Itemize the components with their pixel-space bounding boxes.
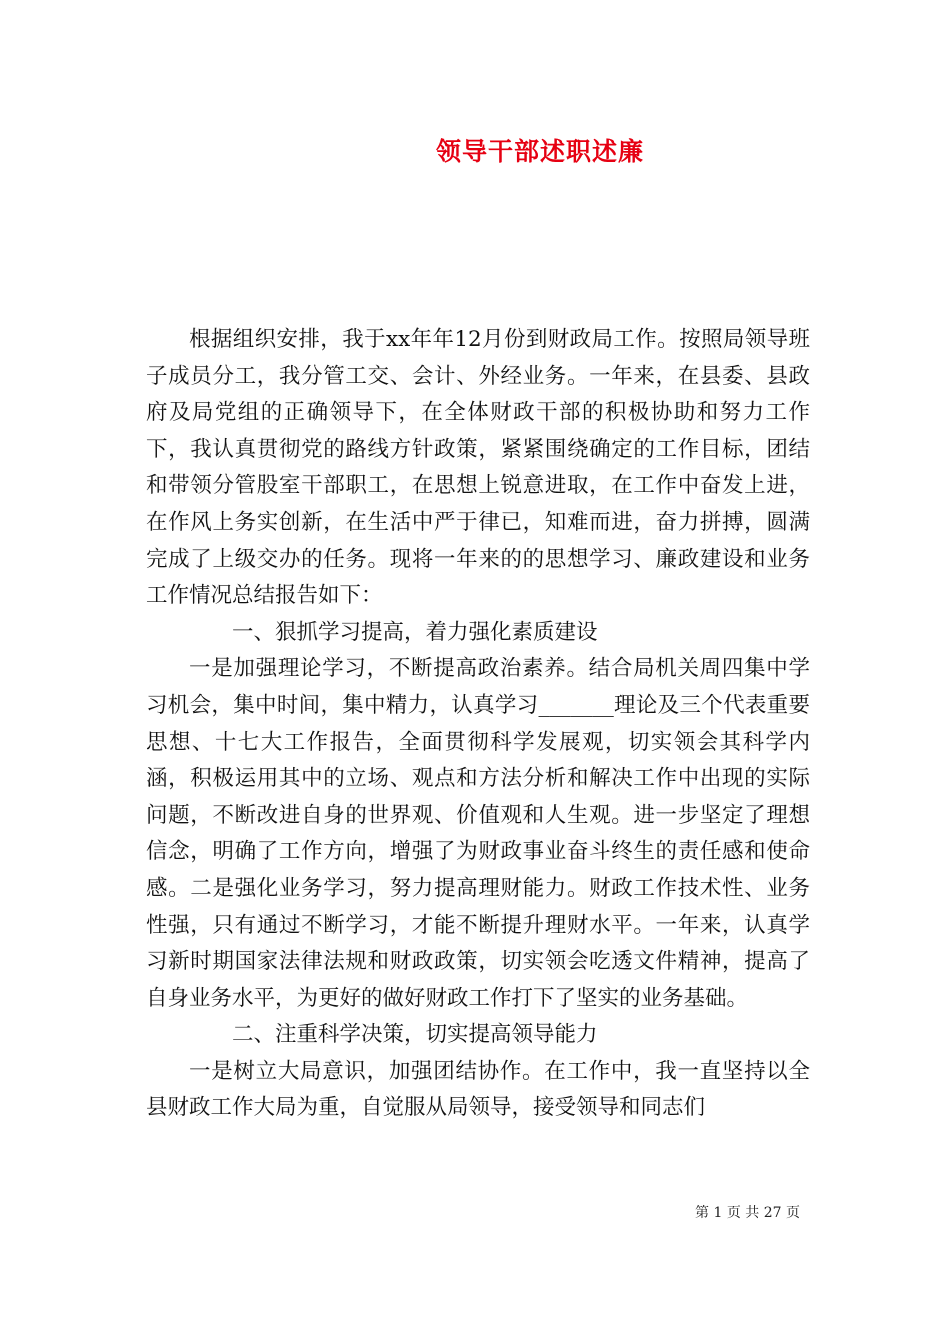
document-title: 领导干部述职述廉 [435,137,644,166]
paragraph-leadership: 一是树立大局意识，加强团结协作。在工作中，我一直坚持以全县财政工作大局为重，自觉服从局领导，接受领导和同志们 [146,1058,810,1121]
paragraph-intro: 根据组织安排，我于xx年年12月份到财政局工作。按照局领导班子成员分工，我分管工交、会计、外经业务。一年来，在县委、县政府及局党组的正确领导下，在全体财政干部的积极协助和努力工作下，我认真贯彻党的路线方针政策，紧紧围绕确定的工作目标，团结和带领分管股室干部职工，在思想上锐意进取，在工作中奋发上进，在作风上务实创新，在生活中严于律已，知难而进，奋力拼搏，圆满完成了上级交办的任务。现将一年来的的思想学习、廉政建设和业务工作情况总结报告如下： [146,327,810,609]
page-number-footer: 第 1 页 共 27 页 [695,1205,800,1221]
section-heading-2: 二、注重科学决策，切实提高领导能力 [232,1022,598,1048]
paragraph-study: 一是加强理论学习，不断提高政治素养。结合局机关周四集中学习机会，集中时间，集中精力，认真学习_______理论及三个代表重要思想、十七大工作报告，全面贯彻科学发展观，切实领会其科学内涵，积极运用其中的立场、观点和方法分析和解决工作中出现的实际问题，不断改进自身的世界观、价值观和人生观。进一步坚定了理想信念，明确了工作方向，增强了为财政事业奋斗终生的责任感和使命感。二是强化业务学习，努力提高理财能力。财政工作技术性、业务性强，只有通过不断学习，才能不断提升理财水平。一年来，认真学习新时期国家法律法规和财政政策，切实领会吃透文件精神，提高了自身业务水平，为更好的做好财政工作打下了坚实的业务基础。 [146,656,810,1011]
section-heading-1: 一、狠抓学习提高，着力强化素质建设 [232,619,598,645]
document-body [146,322,810,1127]
